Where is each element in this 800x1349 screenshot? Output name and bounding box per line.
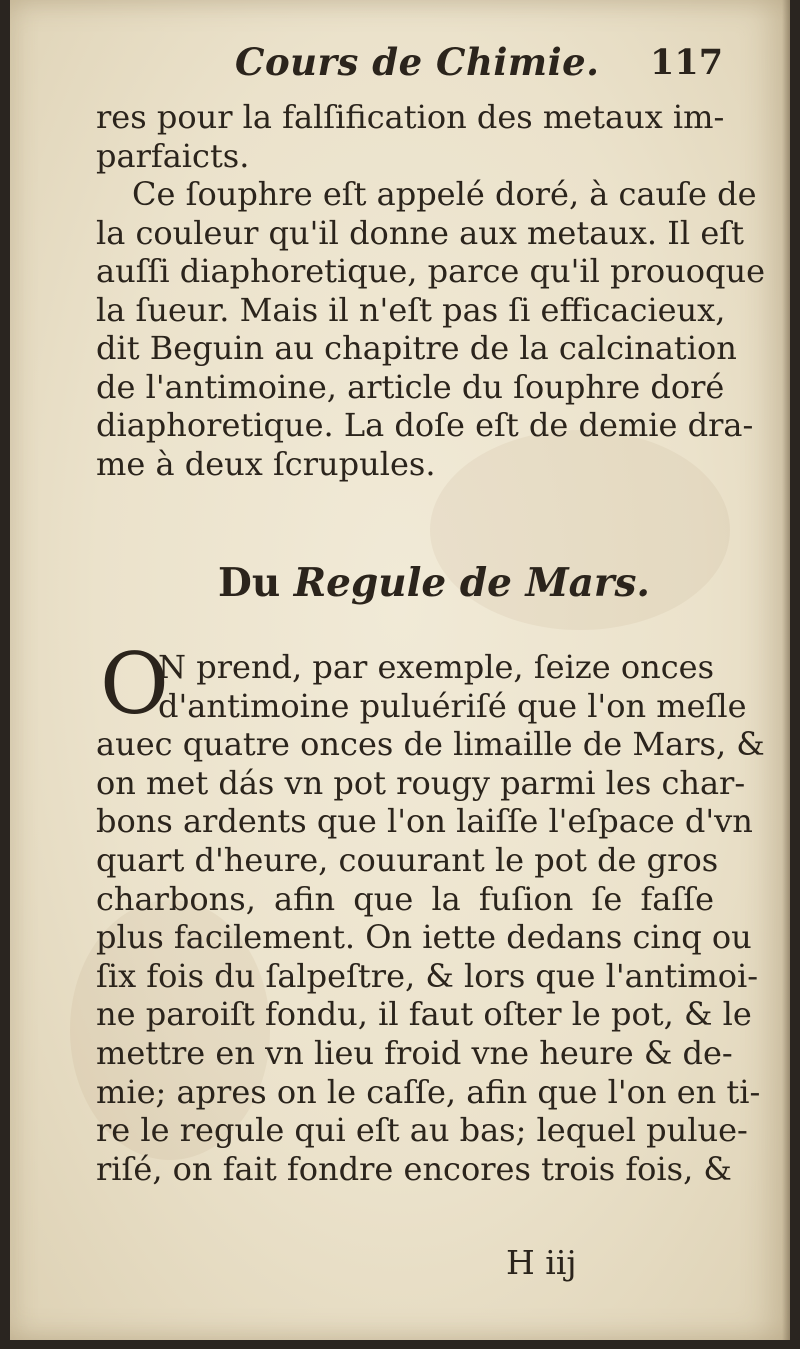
text-line: la ſueur. Mais il n'eſt pas ſi efficacieux, — [96, 290, 726, 329]
text-line: on met dás vn pot rougy parmi les char- — [96, 763, 746, 802]
text-line: quart d'heure, couurant le pot de gros — [96, 840, 719, 879]
text-line: me à deux ſcrupules. — [96, 444, 436, 483]
text-line: re le regule qui eſt au bas; lequel puluе- — [96, 1111, 748, 1150]
heading-prefix: Du — [218, 560, 281, 606]
text-line: ſix fois du ſalpeſtre, & lors que l'antimoi- — [96, 956, 759, 995]
text-line: ne paroiſt fondu, il faut oſter le pot, & le — [96, 995, 752, 1034]
text-line: mettre en vn lieu froid vne heure & de- — [96, 1033, 733, 1072]
text-line: parfaicts. — [96, 136, 250, 175]
running-head-title: Cours de Chimie. — [235, 40, 600, 84]
text-line: N prend, par exemple, ſeize onces — [158, 648, 714, 686]
text-line: de l'antimoine, article du ſouphre doré — [96, 367, 725, 406]
text-line: Ce ſouphre eſt appelé doré, à cauſe de — [132, 175, 757, 213]
text-line: la couleur qu'il donne aux metaux. Il eſt — [96, 213, 744, 252]
text-line: charbons, afin que la fuſion ſe faſſe — [96, 879, 714, 918]
text-line: auec quatre onces de limaille de Mars, & — [96, 725, 765, 764]
heading-title: Regule de Mars. — [293, 560, 651, 606]
paragraph-1 — [96, 98, 766, 483]
text-line: diaphoretique. La doſe eſt de demie dra- — [96, 406, 754, 444]
text-line: riſé, on fait fondre encores trois fois, & — [96, 1149, 732, 1188]
text-line: plus facilement. On iette dedans cinq ou — [96, 918, 752, 957]
page-number: 117 — [650, 42, 724, 83]
text-line: dit Beguin au chapitre de la calcination — [96, 329, 737, 367]
text-line: res pour la falſification des metaux im- — [96, 98, 725, 136]
page-edge-shadow — [782, 0, 790, 1340]
text-line: bons ardents que l'on laiſſe l'eſpace d'vn — [96, 802, 753, 841]
paragraph-2 — [96, 635, 765, 1188]
section-heading — [218, 560, 650, 606]
text-line: auſſi diaphoretique, parce qu'il prouoque — [96, 252, 766, 290]
signature-mark: H iij — [506, 1243, 577, 1282]
text-line: d'antimoine puluériſé que l'on meſle — [158, 686, 747, 725]
text-line: mie; apres on le caſſe, afin que l'on en ti- — [96, 1072, 761, 1111]
drop-cap: O — [100, 635, 169, 733]
